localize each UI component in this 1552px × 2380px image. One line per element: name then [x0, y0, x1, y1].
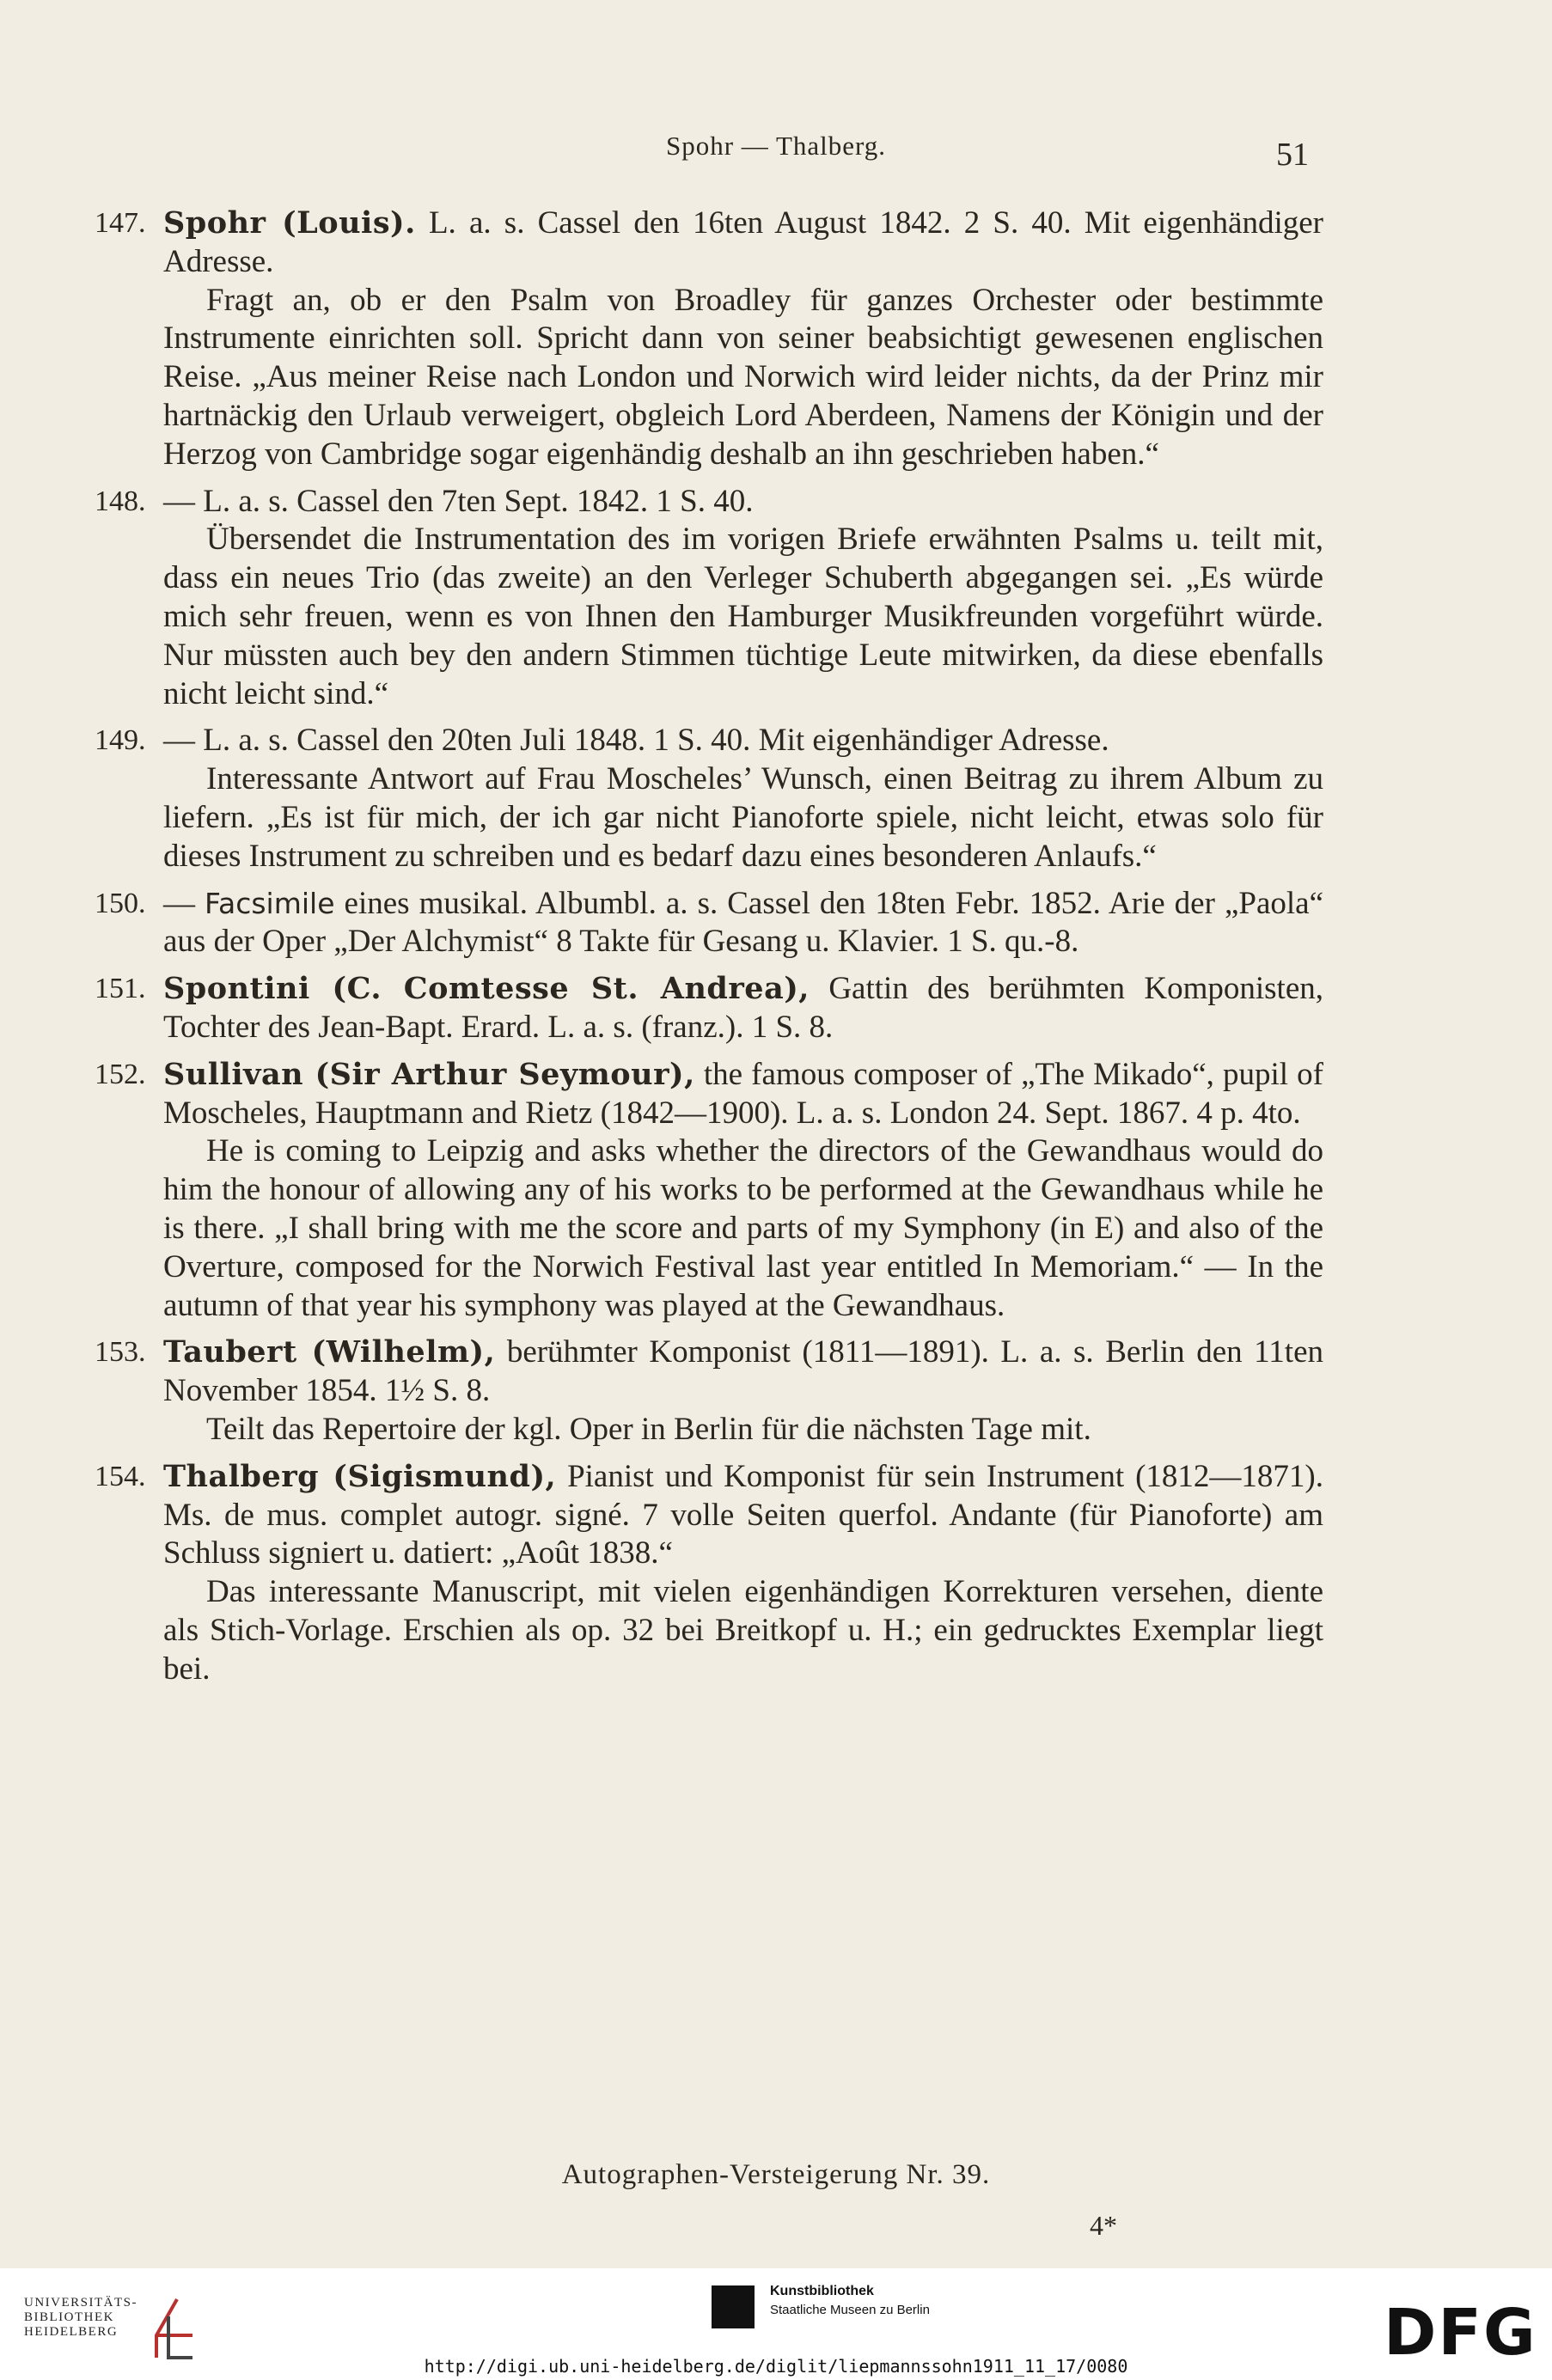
entry-description: Das interessante Manuscript, mit vielen eigenhändigen Korrekturen versehen, diente als Stich-Vorlage. Erschien als op. 32 bei Breitkopf u. H.; ein gedrucktes Exemplar liegt bei.	[163, 1574, 1323, 1687]
entry-number: 152.	[95, 1058, 146, 1090]
uni-logo-line: BIBLIOTHEK	[24, 2310, 114, 2324]
entry-description: Interessante Antwort auf Frau Moscheles’ Wunsch, einen Beitrag zu ihrem Album zu liefern. „Es ist für mich, der ich gar nicht Pianoforte spiele, nicht leicht, etwas solo für dieses Instrument zu schreiben und es bedarf dazu eines besonderen Anlaufs.“	[163, 761, 1323, 874]
entry-number: 148.	[95, 485, 146, 517]
entry-number: 153.	[95, 1336, 146, 1369]
entry-number: 149.	[95, 724, 146, 757]
catalogue-entry	[95, 483, 1323, 714]
entry-name: Thalberg (Sigismund),	[163, 1458, 557, 1494]
kunstbibliothek-subtitle: Staatliche Museen zu Berlin	[770, 2303, 930, 2317]
catalogue-entry	[95, 722, 1323, 876]
entry-heading	[163, 1056, 1323, 1133]
catalogue-entry	[95, 204, 1323, 474]
entry-name: Spontini (C. Comtesse St. Andrea),	[163, 971, 810, 1007]
uni-logo-mark-icon	[143, 2296, 203, 2361]
entry-description: Teilt das Repertoire der kgl. Oper in Berlin für die nächsten Tage mit.	[206, 1411, 1091, 1447]
catalogue-entry	[95, 885, 1324, 962]
entry-heading	[163, 204, 1323, 282]
dfg-logo[interactable]: DFG	[1384, 2296, 1537, 2370]
entry-heading	[163, 885, 1323, 962]
entry-head-text: eines musikal. Albumbl. a. s. Cassel den 18ten Febr. 1852. Arie der „Paola“ aus der Oper „Der Alchymist“ 8 Takte für Gesang u. Klavier. 1 S. qu.-8.	[163, 885, 1324, 960]
entry-heading	[163, 1333, 1323, 1411]
entry-heading	[163, 1458, 1323, 1573]
catalogue-entry	[95, 1056, 1324, 1326]
entry-description: He is coming to Leipzig and asks whether the directors of the Gewandhaus would do him the honour of allowing any of his works to be performed at the Gewandhaus while he is there. „I shall bring with me the score and parts of my Symphony (in E) and also of the Overture, composed for the Norwich Festival last year entitled In Memoriam.“ — In the autumn of that year his symphony was played at the Gewandhaus.	[163, 1133, 1323, 1323]
entry-head-text: berühmter Komponist (1811—1891). L. a. s. Berlin den 11ten November 1854. 1½ S. 8.	[163, 1334, 1323, 1409]
entry-number: 147.	[95, 207, 146, 239]
entry-head-text: Pianist und Komponist für sein Instrument (1812—1871). Ms. de mus. complet autogr. signé. 7 volle Seiten querfol. Andante (für Pianoforte) am Schluss signiert u. datiert: „Août 1838.“	[163, 1458, 1323, 1571]
entry-head-text: the famous composer of „The Mikado“, pupil of Moscheles, Hauptmann and Rietz (1842—1900). L. a. s. London 24. Sept. 1867. 4 p. 4to.	[163, 1056, 1324, 1131]
entry-number: 150.	[95, 887, 146, 919]
uni-logo-line: HEIDELBERG	[24, 2325, 119, 2339]
catalogue-entry	[95, 970, 1323, 1047]
entry-heading: — L. a. s. Cassel den 7ten Sept. 1842. 1 S. 40.	[163, 483, 754, 519]
signature-mark: 4*	[1090, 2210, 1117, 2241]
catalogue-entries	[95, 204, 1324, 1697]
running-head: Spohr — Thalberg.	[665, 131, 887, 161]
catalogue-footer-title: Autographen-Versteigerung Nr. 39.	[561, 2159, 991, 2190]
kunstbibliothek-title: Kunstbibliothek	[770, 2284, 874, 2298]
entry-facsimile-word: Facsimile	[205, 886, 335, 920]
entry-head-text: L. a. s. Cassel den 16ten August 1842. 2 S. 40. Mit eigenhändiger Adresse.	[163, 205, 1323, 279]
uni-logo-line: UNIVERSITÄTS-	[24, 2296, 137, 2310]
entry-heading	[163, 970, 1323, 1047]
kunstbibliothek-mark-icon	[712, 2285, 755, 2328]
entry-heading: — L. a. s. Cassel den 20ten Juli 1848. 1 S. 40. Mit eigenhändiger Adresse.	[163, 723, 1109, 759]
catalogue-entry	[95, 1333, 1323, 1449]
entry-name: Spohr (Louis).	[163, 205, 416, 241]
entry-head-prefix: —	[163, 885, 205, 921]
catalogue-entry	[95, 1458, 1323, 1689]
entry-number: 154.	[95, 1460, 146, 1492]
permalink-url[interactable]: http://digi.ub.uni-heidelberg.de/diglit/liepmannssohn1911_11_17/0080	[424, 2356, 1128, 2377]
entry-description: Fragt an, ob er den Psalm von Broadley für ganzes Orchester oder bestimmte Instrumente einrichten soll. Spricht dann von seiner beabsichtigt gewesenen englischen Reise. „Aus meiner Reise nach London und Norwich wird leider nichts, da der Prinz mir hartnäckig den Urlaub verweigert, obgleich Lord Aberdeen, Namens der Königin und der Herzog von Cambridge sogar eigenhändig deshalb an ihn geschrieben haben.“	[163, 282, 1323, 472]
entry-number: 151.	[95, 973, 146, 1005]
entry-head-text: Gattin des berühmten Komponisten, Tochter des Jean-Bapt. Erard. L. a. s. (franz.). 1 S. 8.	[163, 971, 1323, 1045]
entry-name: Taubert (Wilhelm),	[163, 1334, 496, 1370]
kunstbibliothek-logo[interactable]	[712, 2282, 1021, 2337]
page-number: 51	[1276, 137, 1309, 173]
entry-description: Übersendet die Instrumentation des im vorigen Briefe erwähnten Psalms u. teilt mit, dass ein neues Trio (das zweite) an den Verleger Schuberth abgegangen sei. „Es würde mich sehr freuen, wenn es von Ihnen den Hamburger Musikfreunden vorgeführt würde. Nur müssten auch bey den andern Stimmen tüchtige Leute mitwirken, da diese ebenfalls nicht leicht sind.“	[163, 522, 1323, 711]
university-library-logo[interactable]	[24, 2296, 213, 2361]
entry-name: Sullivan (Sir Arthur Seymour),	[163, 1056, 695, 1092]
